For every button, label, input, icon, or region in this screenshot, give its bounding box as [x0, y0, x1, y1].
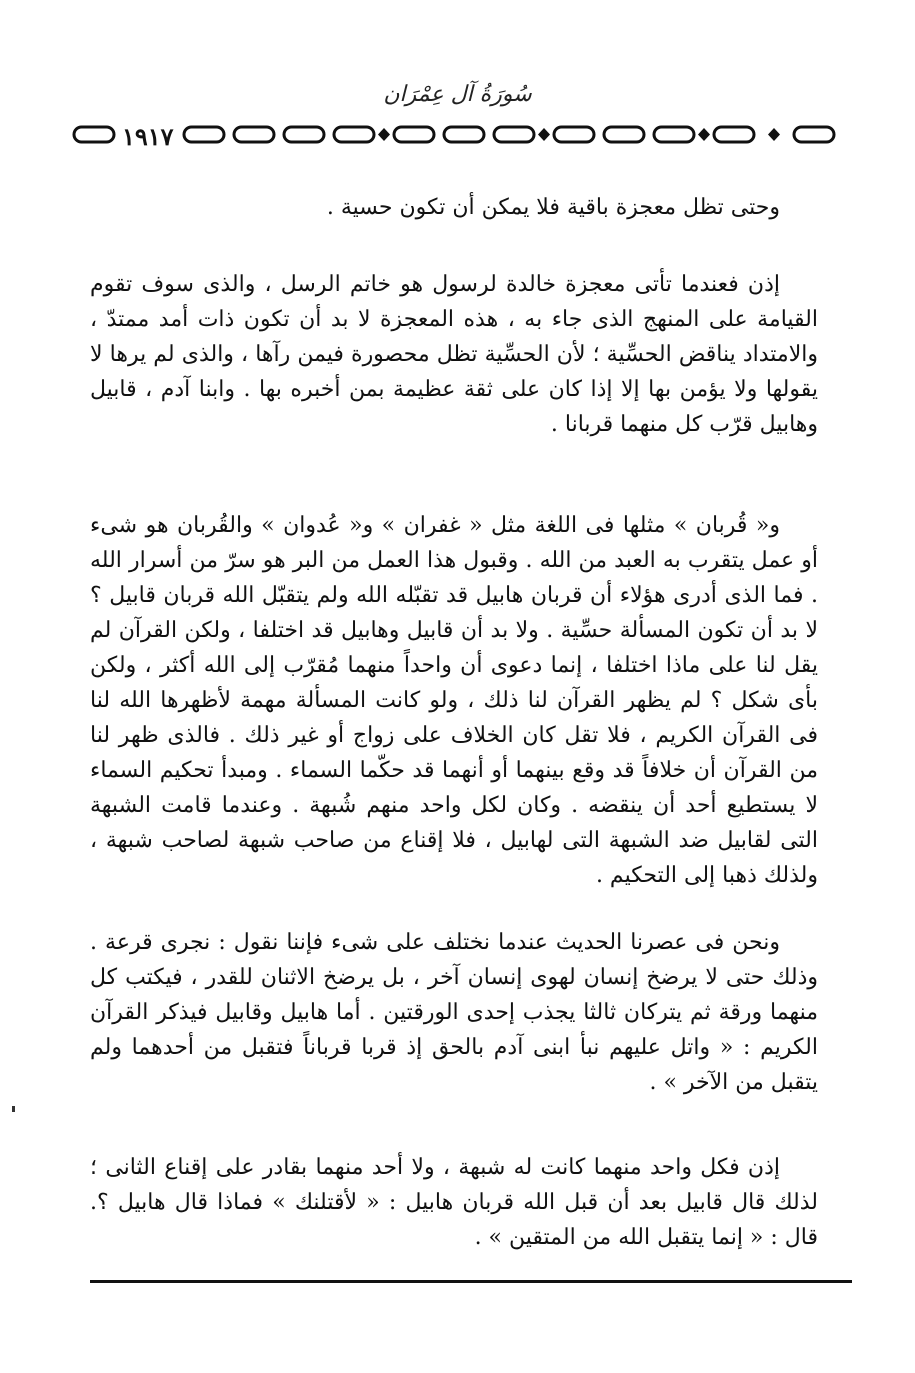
paragraph-text: إذن فعندما تأتى معجزة خالدة لرسول هو خاتم الرسل ، والذى سوف تقوم القيامة على المنهج الذى جاء به ، هذه المعجزة لا بد أن تكون ذات أمد ممتدّ ، والامتداد يناقض الحسِّية ؛ لأن الحسِّية تظل محصورة فيمن رآها ، والذى لم يرها لا يقولها ولا يؤمن بها إلا إذا كان على ثقة عظيمة بمن أخبره بها . وابنا آدم ، قابيل وهابيل قرّب كل منهما قربانا . — [90, 272, 818, 437]
ornamental-border — [72, 118, 842, 152]
bottom-rule — [90, 1280, 852, 1283]
surah-title: سُورَةُ آل عِمْرَان — [383, 82, 532, 107]
paragraph-2 — [90, 267, 818, 442]
paragraph-4 — [90, 925, 818, 1100]
paragraph-3 — [90, 508, 818, 893]
page-number: ١٩١٧ — [118, 122, 178, 151]
paragraph-5 — [90, 1150, 818, 1255]
paragraph-text: وحتى تظل معجزة باقية فلا يمكن أن تكون حسية . — [326, 195, 780, 220]
paragraph-text: إذن فكل واحد منهما كانت له شبهة ، ولا أحد منهما بقادر على إقناع الثانى ؛ لذلك قال قابيل بعد أن قبل الله قربان هابيل : « لأقتلنك » فماذا قال هابيل ؟. قال : « إنما يتقبل الله من المتقين » . — [90, 1155, 818, 1250]
paragraph-1 — [90, 190, 818, 225]
margin-mark — [12, 1106, 15, 1112]
paragraph-text: ونحن فى عصرنا الحديث عندما نختلف على شىء فإننا نقول : نجرى قرعة . وذلك حتى لا يرضخ إنسان لهوى إنسان آخر ، بل يرضخ الاثنان للقدر ، فيكتب كل منهما ورقة ثم يتركان ثالثا يجذب إحدى الورقتين . أما هابيل وقابيل فيذكر القرآن الكريم : « واتل عليهم نبأ ابنى آدم بالحق إذ قربا قرباناً فتقبل من أحدهما ولم يتقبل من الآخر » . — [90, 930, 818, 1095]
paragraph-text: و« قُربان » مثلها فى اللغة مثل « غفران » و« عُدوان » والقُربان هو شىء أو عمل يتقرب به العبد من الله . وقبول هذا العمل من البر هو سرّ من أسرار الله . فما الذى أدرى هؤلاء أن قربان هابيل قد تقبّله الله ولم يتقبّل الله قربان قابيل ؟ لا بد أن تكون المسألة حسِّية . ولا بد أن قابيل وهابيل قد اختلفا ، ولكن القرآن لم يقل لنا على ماذا اختلفا ، إنما دعوى أن واحداً منهما مُقرّب إلى الله أكثر ، ولكن بأى شكل ؟ لم يظهر القرآن لنا ذلك ، ولو كانت المسألة مهمة لأظهرها الله لنا فى القرآن الكريم ، فلا تقل كان الخلاف على زواج أو غير ذلك . فالذى ظهر لنا من القرآن أن خلافاً قد وقع بينهما أو أنهما قد حكّما السماء . ومبدأ تحكيم السماء لا يستطيع أحد أن ينقضه . وكان لكل واحد منهم شُبهة . وعندما قامت الشبهة التى لقابيل ضد الشبهة التى لهابيل ، فلا إقناع من صاحب شبهة لصاحب شبهة ، ولذلك ذهبا إلى التحكيم . — [90, 513, 818, 888]
